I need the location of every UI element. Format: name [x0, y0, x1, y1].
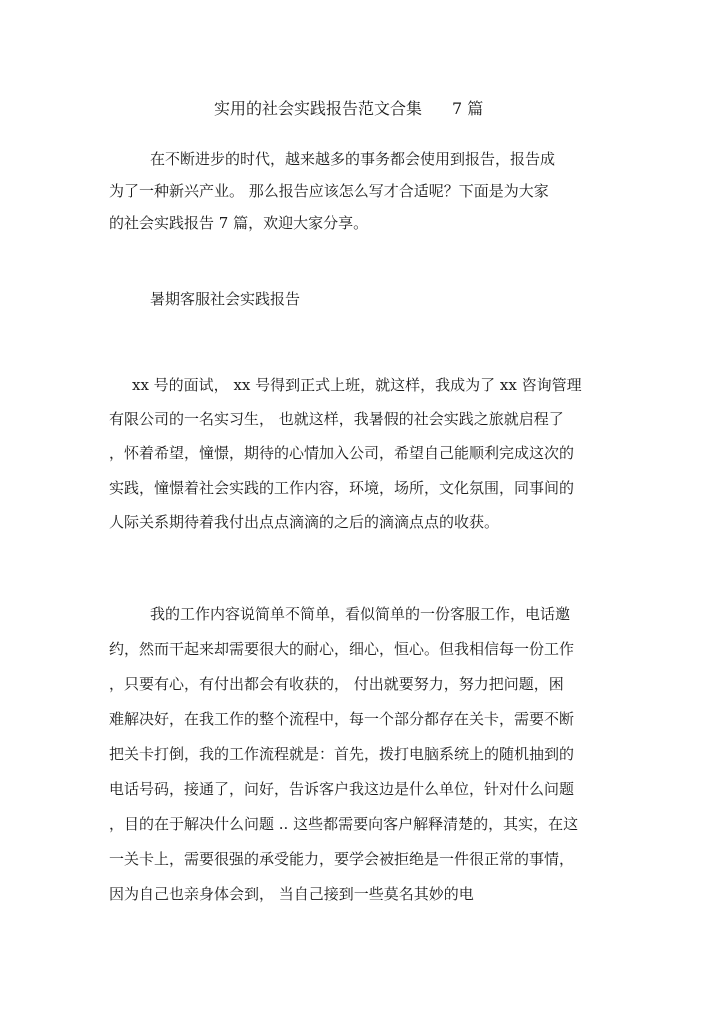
- title-text: 实用的社会实践报告范文合集: [214, 99, 423, 118]
- paragraph-line: 电话号码，接通了，问好，告诉客户我这边是什么单位，针对什么问题: [109, 780, 575, 798]
- paragraph-line: ，怀着希望，憧憬，期待的心情加入公司，希望自己能顺利完成这次的: [109, 444, 575, 462]
- document-title: [214, 98, 483, 120]
- paragraph-line: 把关卡打倒，我的工作流程就是：首先，拨打电脑系统上的随机抽到的: [109, 745, 575, 763]
- paragraph-line: ，目的在于解决什么问题 .. 这些都需要向客户解释清楚的，其实，在这: [109, 815, 579, 833]
- title-suffix: 7 篇: [452, 99, 484, 118]
- paragraph-line: xx 号的面试， xx 号得到正式上班，就这样，我成为了 xx 咨询管理: [132, 376, 582, 394]
- section-heading: 暑期客服社会实践报告: [150, 290, 301, 308]
- intro-line: 的社会实践报告 7 篇，欢迎大家分享。: [109, 214, 369, 232]
- paragraph-line: 实践，憧憬着社会实践的工作内容，环境，场所，文化氛围，同事间的: [109, 479, 575, 497]
- intro-line: 在不断进步的时代，越来越多的事务都会使用到报告，报告成: [150, 150, 556, 168]
- paragraph-line: 有限公司的一名实习生， 也就这样，我暑假的社会实践之旅就启程了: [109, 410, 564, 428]
- paragraph-line: ，只要有心，有付出都会有收获的， 付出就要努力，努力把问题，困: [109, 675, 564, 693]
- paragraph-line: 难解决好，在我工作的整个流程中，每一个部分都存在关卡，需要不断: [109, 710, 575, 728]
- intro-line: 为了一种新兴产业。 那么报告应该怎么写才合适呢？下面是为大家: [109, 182, 549, 200]
- paragraph-line: 一关卡上，需要很强的承受能力，要学会被拒绝是一件很正常的事情，: [109, 850, 575, 868]
- paragraph-line: 人际关系期待着我付出点点滴滴的之后的滴滴点点的收获。: [109, 513, 500, 531]
- paragraph-line: 约，然而干起来却需要很大的耐心，细心，恒心。但我相信每一份工作: [109, 640, 575, 658]
- paragraph-line: 我的工作内容说简单不简单，看似简单的一份客服工作，电话邀: [150, 605, 571, 623]
- paragraph-line: 因为自己也亲身体会到， 当自己接到一些莫名其妙的电: [109, 885, 474, 903]
